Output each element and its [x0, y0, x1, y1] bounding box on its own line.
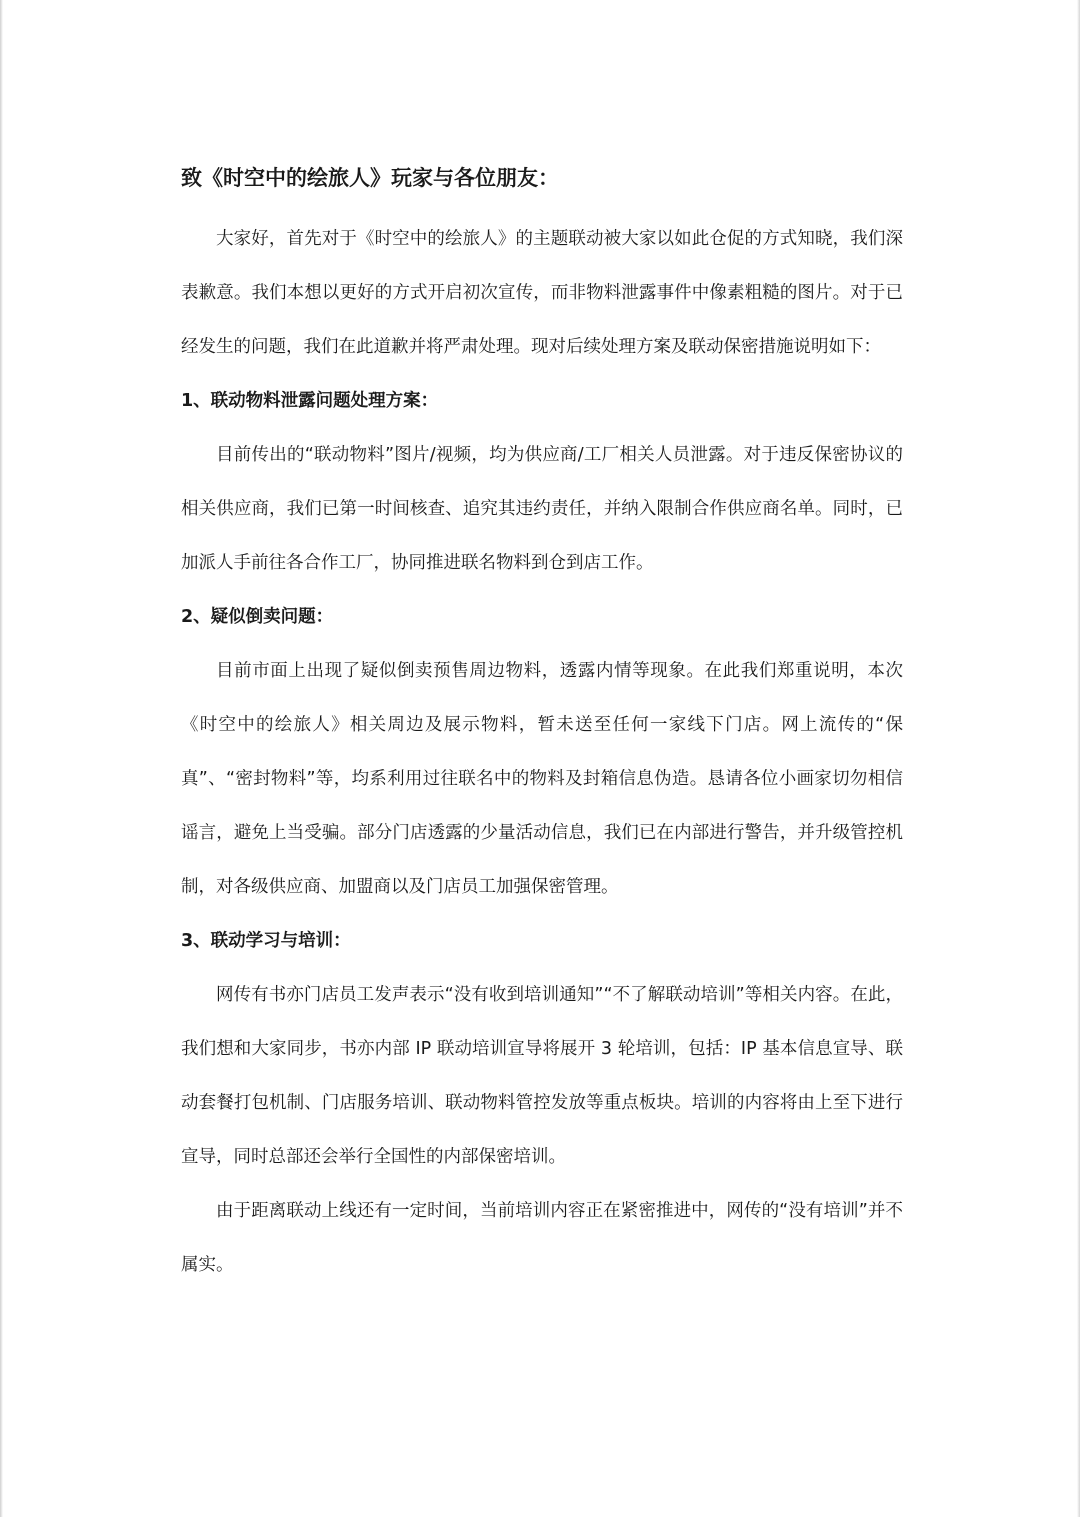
section-2	[181, 590, 903, 914]
section-3-heading: 3、联动学习与培训：	[181, 931, 351, 951]
section-3-paragraph-2: 由于距离联动上线还有一定时间，当前培训内容正在紧密推进中，网传的“没有培训”并不属实。	[181, 1201, 903, 1275]
section-2-heading: 2、疑似倒卖问题：	[181, 607, 334, 627]
section-3	[181, 914, 903, 1292]
salutation: 致《时空中的绘旅人》玩家与各位朋友：	[181, 166, 559, 190]
page-edge-shadow-left	[0, 0, 3, 1517]
intro-paragraph: 大家好，首先对于《时空中的绘旅人》的主题联动被大家以如此仓促的方式知晓，我们深表歉意。我们本想以更好的方式开启初次宣传，而非物料泄露事件中像素粗糙的图片。对于已经发生的问题，我们在此道歉并将严肃处理。现对后续处理方案及联动保密措施说明如下：	[181, 229, 903, 357]
spacer	[181, 198, 903, 212]
section-1	[181, 374, 903, 590]
section-1-heading: 1、联动物料泄露问题处理方案：	[181, 391, 439, 411]
section-3-paragraph-1: 网传有书亦门店员工发声表示“没有收到培训通知”“不了解联动培训”等相关内容。在此，我们想和大家同步，书亦内部 IP 联动培训宣导将展开 3 轮培训，包括：IP 基本信息宣导、联动套餐打包机制、门店服务培训、联动物料管控发放等重点板块。培训的内容将由上至下进行宣导，同时总部还会举行全国性的内部保密培训。	[181, 985, 903, 1167]
letter-body	[181, 158, 903, 1292]
section-1-paragraph: 目前传出的“联动物料”图片/视频，均为供应商/工厂相关人员泄露。对于违反保密协议的相关供应商，我们已第一时间核查、追究其违约责任，并纳入限制合作供应商名单。同时，已加派人手前往各合作工厂，协同推进联名物料到仓到店工作。	[181, 445, 903, 573]
section-2-paragraph: 目前市面上出现了疑似倒卖预售周边物料，透露内情等现象。在此我们郑重说明，本次《时空中的绘旅人》相关周边及展示物料，暂未送至任何一家线下门店。网上流传的“保真”、“密封物料”等，均系利用过往联名中的物料及封箱信息伪造。恳请各位小画家切勿相信谣言，避免上当受骗。部分门店透露的少量活动信息，我们已在内部进行警告，并升级管控机制，对各级供应商、加盟商以及门店员工加强保密管理。	[181, 661, 903, 897]
